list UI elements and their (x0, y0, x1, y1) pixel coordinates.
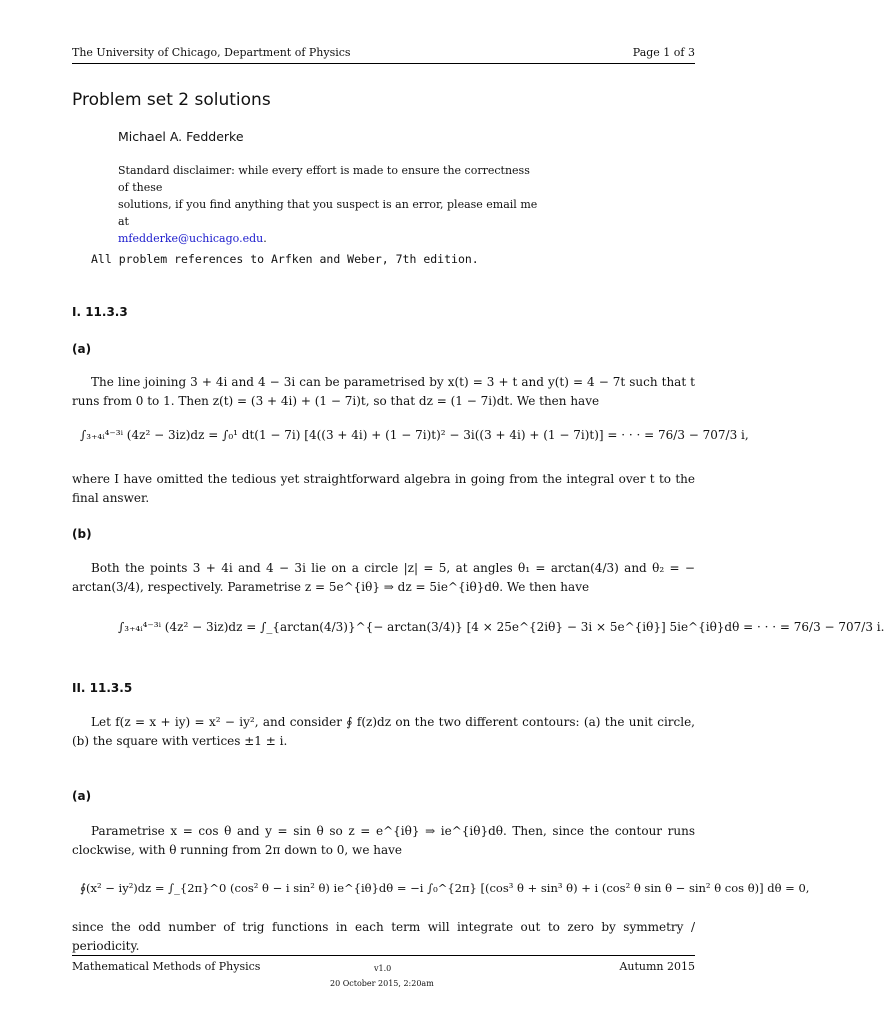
disclaimer (118, 162, 538, 247)
paragraph-1a-followup: where I have omitted the tedious yet straightforward algebra in going from the integral over t to the final answer. (72, 472, 695, 505)
disclaimer-line-2: solutions, if you find anything that you suspect is an error, please email me at (118, 198, 538, 228)
paragraph-1b-intro: Both the points 3 + 4i and 4 − 3i lie on a circle |z| = 5, at angles θ₁ = arctan(4/3) and θ₂ = − arctan(3/4), respectively. Parametrise z = 5e^{iθ} ⇒ dz = 5ie^{iθ}dθ. We then have (72, 561, 695, 594)
reference-note: All problem references to Arfken and Weber, 7th edition. (91, 252, 479, 266)
subsection-heading-1b: (b) (72, 527, 92, 541)
footer-rule (72, 955, 695, 956)
author-name: Michael A. Fedderke (118, 129, 244, 144)
paragraph-2-intro: Let f(z = x + iy) = x² − iy², and consider ∮ f(z)dz on the two different contours: (a) the unit circle, (b) the square with vertices ±1 ± i. (72, 715, 695, 748)
header-page-number: Page 1 of 3 (632, 46, 695, 59)
page-title: Problem set 2 solutions (72, 90, 271, 110)
header-rule (72, 63, 695, 64)
paragraph-2a-followup: since the odd number of trig functions in each term will integrate out to zero by symmetry / periodicity. (72, 920, 695, 953)
equation-1a: ∫₃₊₄ᵢ⁴⁻³ⁱ (4z² − 3iz)dz = ∫₀¹ dt(1 − 7i) [4((3 + 4i) + (1 − 7i)t)² − 3i((3 + 4i) + (1 − 7i)t)] = · · · = 76/3 − 707/3 i, (80, 428, 749, 442)
footer-version: v1.0 (374, 964, 392, 973)
subsection-heading-2a: (a) (72, 789, 92, 803)
section-heading-1: I. 11.3.3 (72, 305, 128, 319)
disclaimer-line-1: Standard disclaimer: while every effort is made to ensure the correctness of these (118, 164, 530, 194)
footer-date: 20 October 2015, 2:20am (330, 979, 434, 988)
equation-1b: ∫₃₊₄ᵢ⁴⁻³ⁱ (4z² − 3iz)dz = ∫_{arctan(4/3)}^{− arctan(3/4)} [4 × 25e^{2iθ} − 3i × 5e^{iθ}] 5ie^{iθ}dθ = · · · = 76/3 − 707/3 i. (118, 620, 884, 634)
footer-left: Mathematical Methods of Physics (72, 960, 261, 973)
email-suffix: . (263, 232, 267, 245)
equation-2a: ∮(x² − iy²)dz = ∫_{2π}^0 (cos² θ − i sin² θ) ie^{iθ}dθ = −i ∫₀^{2π} [(cos³ θ + sin³ θ) + i (cos² θ sin θ − sin² θ cos θ)] dθ = 0, (80, 881, 810, 895)
subsection-heading-1a: (a) (72, 342, 92, 356)
footer-right: Autumn 2015 (619, 960, 695, 973)
paragraph-1a-intro: The line joining 3 + 4i and 4 − 3i can be parametrised by x(t) = 3 + t and y(t) = 4 − 7t such that t runs from 0 to 1. Then z(t) = (3 + 4i) + (1 − 7i)t, so that dz = (1 − 7i)dt. We then have (72, 375, 695, 408)
header-left: The University of Chicago, Department of Physics (72, 46, 351, 59)
email-link[interactable]: mfedderke@uchicago.edu (118, 232, 264, 245)
section-heading-2: II. 11.3.5 (72, 681, 133, 695)
disclaimer-line-3 (118, 230, 538, 247)
paragraph-2a-intro: Parametrise x = cos θ and y = sin θ so z = e^{iθ} ⇒ ie^{iθ}dθ. Then, since the contour runs clockwise, with θ running from 2π down to 0, we have (72, 824, 695, 857)
